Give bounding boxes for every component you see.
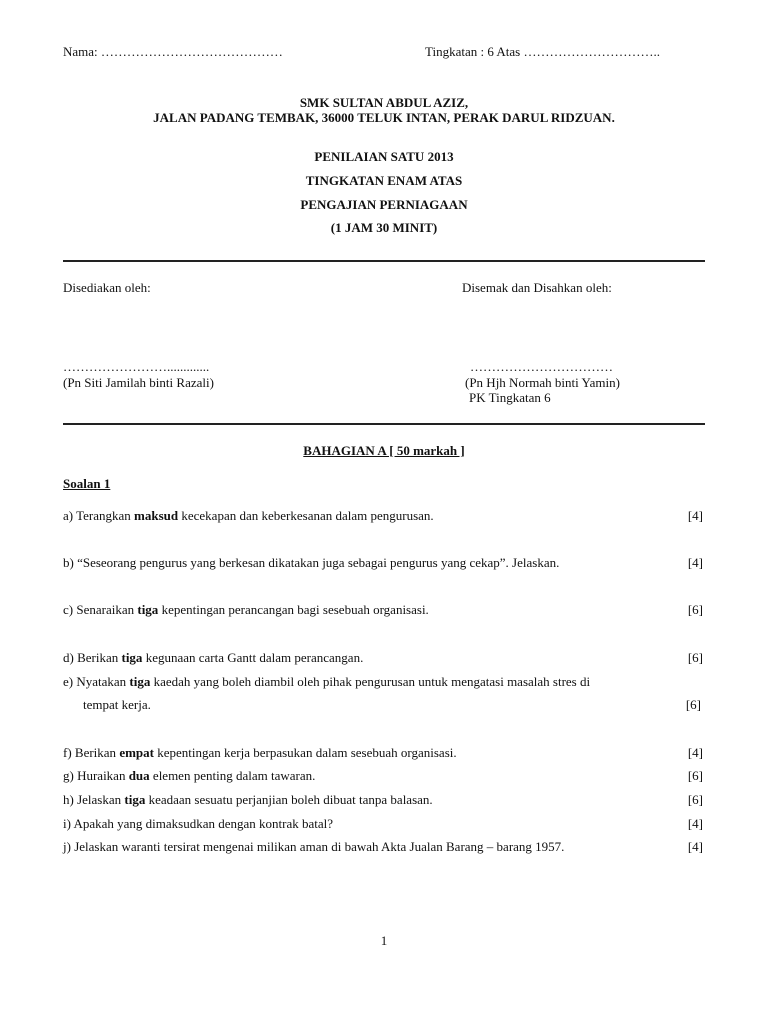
- question-b-mark: [4]: [687, 555, 703, 570]
- question-e: [63, 674, 705, 692]
- question-g-mark: [6]: [687, 768, 703, 783]
- question-d-text: d) Berikan tiga kegunaan carta Gantt dalam perancangan.: [63, 650, 364, 665]
- question-h: [63, 792, 705, 810]
- school-address: JALAN PADANG TEMBAK, 36000 TELUK INTAN, PERAK DARUL RIDZUAN.: [153, 110, 615, 125]
- verified-by-title: PK Tingkatan 6: [469, 390, 551, 405]
- question-d-mark: [6]: [687, 650, 703, 665]
- question-a-mark: [4]: [687, 508, 703, 523]
- question-c-mark: [6]: [687, 602, 703, 617]
- question-b-text: b) “Seseorang pengurus yang berkesan dikatakan juga sebagai pengurus yang cekap”. Jelaskan.: [63, 555, 560, 570]
- question-e-continued: [63, 697, 705, 715]
- divider-top: [63, 260, 705, 262]
- verified-by-name: (Pn Hjh Normah binti Yamin): [465, 375, 620, 390]
- question-c: [63, 602, 705, 620]
- subject-title: PENGAJIAN PERNIAGAAN: [300, 197, 468, 212]
- question-f-text: f) Berikan empat kepentingan kerja berpasukan dalam sesebuah organisasi.: [63, 745, 457, 760]
- question-h-mark: [6]: [687, 792, 703, 807]
- question-g: [63, 768, 705, 786]
- question-j-text: j) Jelaskan waranti tersirat mengenai milikan aman di bawah Akta Jualan Barang – barang 1957.: [63, 839, 565, 854]
- question-label: Soalan 1: [63, 476, 111, 491]
- prepared-signature-line: …………………….............: [63, 359, 210, 374]
- question-e-text: e) Nyatakan tiga kaedah yang boleh diambil oleh pihak pengurusan untuk mengatasi masalah stres di: [63, 674, 591, 689]
- question-i-text: i) Apakah yang dimaksudkan dengan kontrak batal?: [63, 816, 334, 831]
- nama-field: Nama: ……………………………………: [63, 44, 283, 59]
- question-i: [63, 816, 705, 834]
- exam-title: PENILAIAN SATU 2013: [314, 149, 454, 164]
- question-i-mark: [4]: [687, 816, 703, 831]
- divider-bottom: [63, 423, 705, 425]
- question-c-text: c) Senaraikan tiga kepentingan perancangan bagi sesebuah organisasi.: [63, 602, 429, 617]
- form-title: TINGKATAN ENAM ATAS: [305, 173, 463, 188]
- duration: (1 JAM 30 MINIT): [330, 220, 438, 235]
- question-d: [63, 650, 705, 668]
- prepared-by-label: Disediakan oleh:: [63, 280, 151, 295]
- question-f: [63, 745, 705, 763]
- section-title: BAHAGIAN A [ 50 markah ]: [303, 443, 465, 458]
- tingkatan-field: Tingkatan : 6 Atas …………………………..: [425, 44, 660, 59]
- question-h-text: h) Jelaskan tiga keadaan sesuatu perjanjian boleh dibuat tanpa balasan.: [63, 792, 433, 807]
- verified-signature-line: ……………………………: [470, 359, 613, 374]
- question-f-mark: [4]: [687, 745, 703, 760]
- question-e-mark: [6]: [685, 697, 701, 712]
- question-e-text-continued: tempat kerja.: [83, 697, 151, 712]
- question-a: [63, 508, 705, 526]
- question-b: [63, 555, 705, 573]
- verified-by-label: Disemak dan Disahkan oleh:: [462, 280, 612, 295]
- question-j: [63, 839, 705, 857]
- question-a-text: a) Terangkan maksud kecekapan dan keberkesanan dalam pengurusan.: [63, 508, 434, 523]
- question-g-text: g) Huraikan dua elemen penting dalam tawaran.: [63, 768, 316, 783]
- page-number: 1: [380, 933, 388, 948]
- prepared-by-name: (Pn Siti Jamilah binti Razali): [63, 375, 214, 390]
- question-j-mark: [4]: [687, 839, 703, 854]
- school-name: SMK SULTAN ABDUL AZIZ,: [299, 95, 469, 110]
